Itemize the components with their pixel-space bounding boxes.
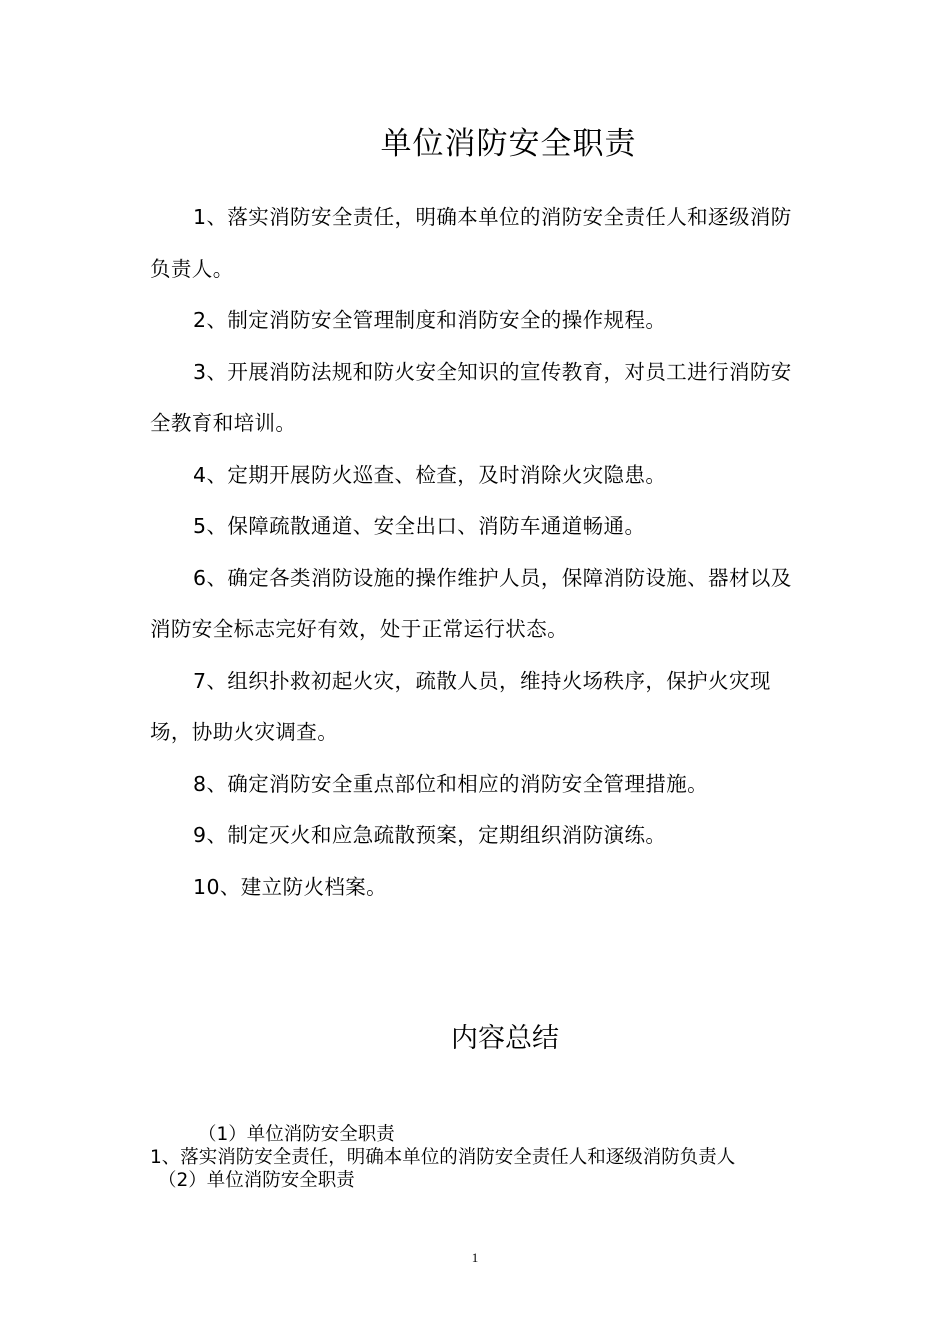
paragraph-9: 9、制定灭火和应急疏散预案，定期组织消防演练。 (193, 823, 667, 847)
summary-line-2: 1、落实消防安全责任，明确本单位的消防安全责任人和逐级消防负责人 (150, 1147, 736, 1168)
paragraph-10: 10、建立防火档案。 (193, 874, 388, 899)
page-number: 1 (471, 1250, 479, 1265)
paragraph-8: 8、确定消防安全重点部位和相应的消防安全管理措施。 (193, 771, 709, 796)
summary-line-3: （2）单位消防安全职责 (158, 1170, 355, 1191)
document-body (150, 192, 795, 913)
summary-section (150, 1123, 795, 1192)
paragraph-5: 5、保障疏散通道、安全出口、消防车通道畅通。 (193, 514, 646, 538)
paragraph-1: 1、落实消防安全责任，明确本单位的消防安全责任人和逐级消防负责人。 (150, 205, 792, 281)
summary-line-1: （1）单位消防安全职责 (198, 1124, 395, 1145)
summary-heading: 内容总结 (451, 1023, 559, 1054)
paragraph-3: 3、开展消防法规和防火安全知识的宣传教育，对员工进行消防安全教育和培训。 (150, 359, 792, 435)
paragraph-7: 7、组织扑救初起火灾，疏散人员，维持火场秩序，保护火灾现场，协助火灾调查。 (150, 668, 771, 744)
paragraph-2: 2、制定消防安全管理制度和消防安全的操作规程。 (193, 308, 667, 332)
paragraph-6: 6、确定各类消防设施的操作维护人员，保障消防设施、器材以及消防安全标志完好有效，处于正常运行状态。 (150, 565, 792, 641)
document-title: 单位消防安全职责 (380, 126, 637, 162)
paragraph-4: 4、定期开展防火巡查、检查，及时消除火灾隐患。 (193, 462, 667, 487)
